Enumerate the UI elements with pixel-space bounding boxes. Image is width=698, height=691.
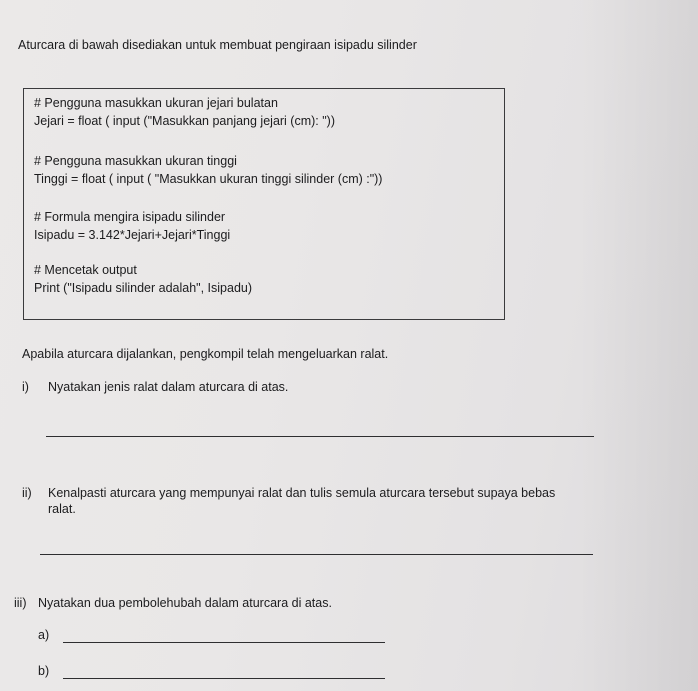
question-1-number: i) <box>22 380 29 394</box>
code-comment-output: # Mencetak output <box>34 263 137 277</box>
question-2-number: ii) <box>22 486 32 500</box>
page-shadow <box>578 0 698 691</box>
code-comment-formula: # Formula mengira isipadu silinder <box>34 210 226 224</box>
answer-line-1[interactable] <box>46 436 594 437</box>
code-input-tinggi: Tinggi = float ( input ( "Masukkan ukuran tinggi silinder (cm) :")) <box>34 172 383 186</box>
question-3b-label: b) <box>38 664 50 678</box>
question-2-text-line-2: ralat. <box>48 502 76 516</box>
intro-text: Aturcara di bawah disediakan untuk membuat pengiraan isipadu silinder <box>18 38 417 52</box>
answer-line-3b[interactable] <box>63 678 385 679</box>
question-3-text: Nyatakan dua pembolehubah dalam aturcara di atas. <box>38 596 332 610</box>
code-formula: Isipadu = 3.142*Jejari+Jejari*Tinggi <box>34 228 231 242</box>
question-2-text-line-1: Kenalpasti aturcara yang mempunyai ralat dan tulis semula aturcara tersebut supaya bebas <box>48 486 556 500</box>
answer-line-3a[interactable] <box>63 642 385 643</box>
question-1-text: Nyatakan jenis ralat dalam aturcara di atas. <box>48 380 289 394</box>
question-3-number: iii) <box>14 596 27 610</box>
code-comment-jejari: # Pengguna masukkan ukuran jejari bulatan <box>34 96 278 110</box>
code-comment-tinggi: # Pengguna masukkan ukuran tinggi <box>34 154 237 168</box>
question-3a-label: a) <box>38 628 50 642</box>
code-input-jejari: Jejari = float ( input ("Masukkan panjang jejari (cm): ")) <box>34 114 336 128</box>
after-code-text: Apabila aturcara dijalankan, pengkompil telah mengeluarkan ralat. <box>22 347 389 361</box>
code-print: Print ("Isipadu silinder adalah", Isipadu) <box>34 281 253 295</box>
answer-line-2[interactable] <box>40 554 593 555</box>
